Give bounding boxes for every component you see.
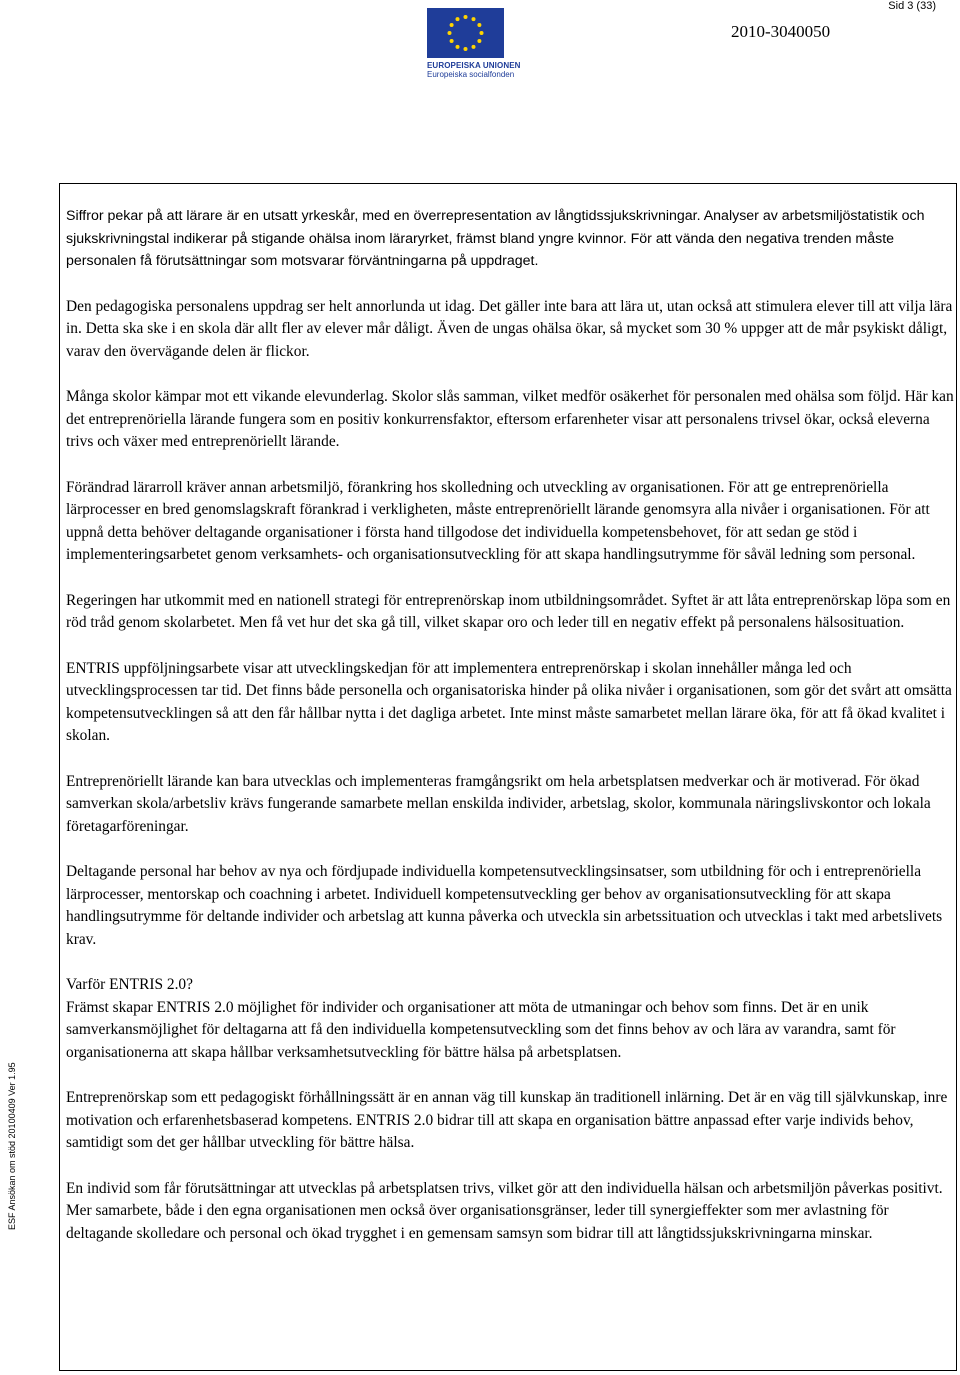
eu-logo (427, 8, 521, 79)
side-version-label: ESF Ansökan om stöd 20100409 Ver 1.95 (7, 1062, 17, 1230)
document-body (66, 205, 956, 1268)
paragraph-6: ENTRIS uppföljningsarbete visar att utvecklingskedjan för att implementera entreprenörskap i skolan innehåller många led och utvecklingsprocessen tar tid. Det finns både personella och organisatoriska hinder på olika nivåer i organisationen, som gör det svårt att omsätta kompetensutvecklingen så att den får hållbar nytta i det dagliga arbetet. Inte minst måste samarbetet mellan lärare öka, för att få ökad kvalitet i skolan. (66, 659, 952, 744)
paragraph-4: Förändrad lärarroll kräver annan arbetsmiljö, förankring hos skolledning och utveckling av organisationen. För att ge entreprenöriella lärprocesser en bred genomslagskraft förankrad i verkligheten, måste entreprenöriellt lärande genomsyra alla nivåer i organisationen. För att uppnå detta behöver deltagande organisationer i första hand tillgodose det individuella kompetensbehovet, för att sedan ge stöd i implementeringsarbetet genom verksamhets- och organisationsutveckling för att skapa handlingsutrymme för såväl ledning som personal. (66, 478, 930, 563)
page-number: Sid 3 (33) (888, 0, 936, 12)
section-heading: Varför ENTRIS 2.0? (66, 976, 193, 993)
document-number: 2010-3040050 (731, 22, 831, 41)
paragraph-8: Deltagande personal har behov av nya och fördjupade individuella kompetensutvecklingsinsatser, som utbildning för och i entreprenöriella lärprocesser, mentorskap och coachning i arbetet. Individuell kompetensutveckling ger behov av organisationsutveckling för att skapa handlingsutrymme för deltande individer och arbetslag att kunna påverka och utveckla sin arbetssituation och utvecklas i takt med arbetslivets krav. (66, 863, 943, 948)
paragraph-10: Entreprenörskap som ett pedagogiskt förhållningssätt är en annan väg till kunskap än traditionell inlärning. Det är en väg till självkunskap, inre motivation och erfarenhetsbaserad kompetens. ENTRIS 2.0 bidrar till att skapa en organisation bättre anpassad efter varje individs behov, samtidigt som det ger hållbar utveckling för bättre hälsa. (66, 1089, 948, 1151)
paragraph-1: Siffror pekar på att lärare är en utsatt yrkeskår, med en överrepresentation av långtidssjukskrivningar. Analyser av arbetsmiljöstatistik och sjukskrivningstal indikerar på stigande ohälsa inom läraryrket, främst bland yngre kvinnor. För att vända den negativa trenden måste personalen få förutsättningar som motsvarar förväntningarna på uppdraget. (66, 208, 925, 269)
paragraph-2: Den pedagogiska personalens uppdrag ser helt annorlunda ut idag. Det gäller inte bara att lära ut, utan också att stimulera elever till att vilja lära in. Detta ska ske i en skola där allt fler av elever mår dåligt. Även de ungas ohälsa ökar, så mycket som 30 % uppger att de mår psykiskt dåligt, varav den övervägande delen är flickor. (66, 297, 953, 360)
paragraph-5: Regeringen har utkommit med en nationell strategi för entreprenörskap inom utbildningsområdet. Syftet är att låta entreprenörskap löpa som en röd tråd genom skolarbetet. Men få vet hur det ska gå till, vilket skapar oro och leder till en negativ effekt på personalens hälsosituation. (66, 591, 951, 631)
paragraph-3: Många skolor kämpar mot ett vikande elevunderlag. Skolor slås samman, vilket medför osäkerhet för personalen med ohälsa som följd. Här kan det entreprenöriella lärande fungera som en positiv konkurrensfaktor, eftersom erfarenheter visar att personalens trivsel ökar, också eleverna trivs och växer med entreprenöriellt lärande. (66, 388, 954, 450)
logo-subtitle: Europeiska socialfonden (427, 70, 515, 79)
logo-title: EUROPEISKA UNIONEN (427, 61, 521, 70)
paragraph-9: Främst skapar ENTRIS 2.0 möjlighet för individer och organisationer att möta de utmaningar och behov som finns. Det är en unik samverkansmöjlighet för deltagarna att få den individuella kompetensutveckling som det finns behov av och lära av varandra, samt för organisationerna att skapa hållbar verksamhetsutveckling för bättre hälsa på arbetsplatsen. (66, 998, 896, 1061)
paragraph-11: En individ som får förutsättningar att utvecklas på arbetsplatsen trivs, vilket gör att den individuella hälsan och arbetsmiljön påverkas positivt. Mer samarbete, både i den egna organisationen men också över organisationsgränser, leder till synergieffekter som mer avlastning för deltagande skolledare och personal och ökad trygghet i en gemensam samsyn som bidrar till att långtidssjukskrivningarna minskar. (66, 1179, 943, 1242)
eu-flag-icon (427, 8, 504, 58)
paragraph-7: Entreprenöriellt lärande kan bara utvecklas och implementeras framgångsrikt om hela arbetsplatsen medverkar och är motiverad. För ökad samverkan skola/arbetsliv krävs fungerande samarbete mellan enskilda individer, arbetslag, skolor, kommunala näringslivskontor och lokala företagarföreningar. (66, 772, 931, 835)
